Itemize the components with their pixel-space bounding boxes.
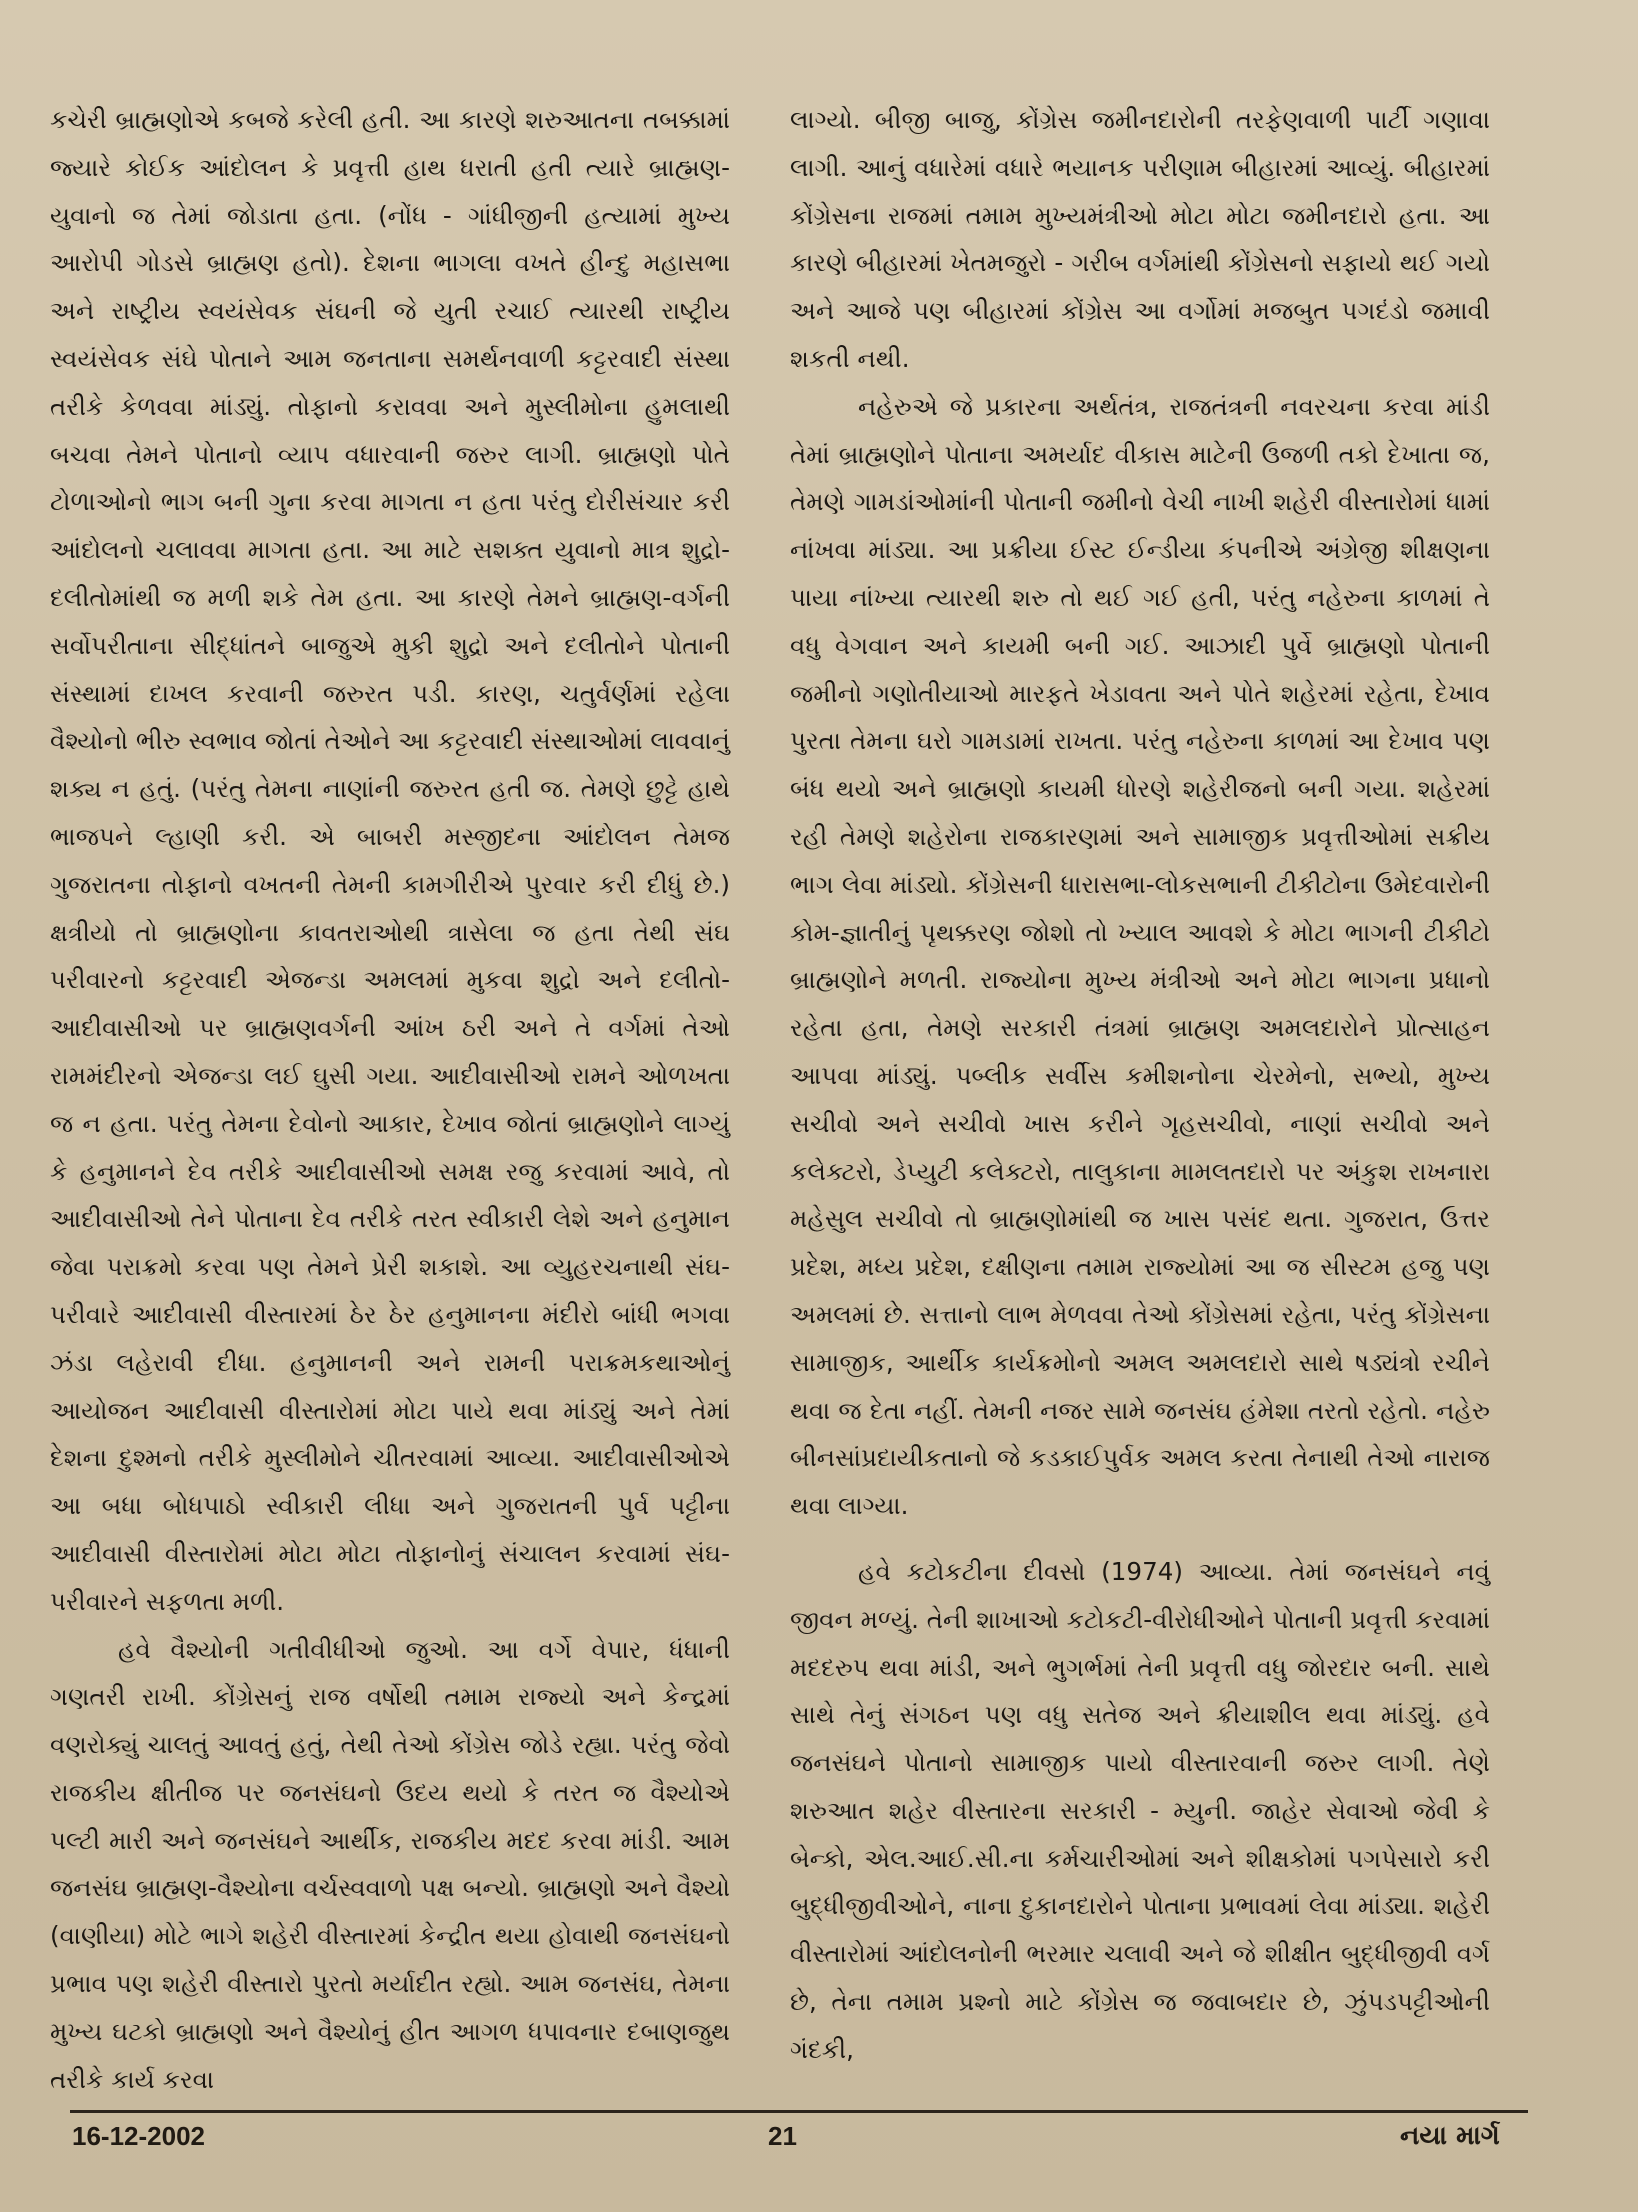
right-paragraph-3: હવે કટોકટીના દીવસો (1974) આવ્યા. તેમાં જનસંઘને નવું જીવન મળ્યું. તેની શાખાઓ કટોકટી-વીરોધીઓને પોતાની પ્રવૃત્તી કરવામાં મદદરુપ થવા માંડી, અને ભુગર્ભમાં તેની પ્રવૃત્તી વધુ જોરદાર બની. સાથે સાથે તેનું સંગઠન પણ વધુ સતેજ અને ક્રીયાશીલ થવા માંડ્યું. હવે જનસંઘને પોતાનો સામાજીક પાયો વીસ્તારવાની જરુર લાગી. તેણે શરુઆત શહેર વીસ્તારના સરકારી - મ્યુની. જાહેર સેવાઓ જેવી કે બેન્કો, એલ.આઈ.સી.ના કર્મચારીઓમાં અને શીક્ષકોમાં પગપેસારો કરી બુદ્ધીજીવીઓને, નાના દુકાનદારોને પોતાના પ્રભાવમાં લેવા માંડ્યા. શહેરી વીસ્તારોમાં આંદોલનોની ભરમાર ચલાવી અને જે શીક્ષીત બુદ્ધીજીવી વર્ગ છે, તેના તમામ પ્રશ્નો માટે કોંગ્રેસ જ જવાબદાર છે, ઝુંપડપટ્ટીઓની ગંદકી,	[790, 1556, 1490, 2064]
right-column	[790, 96, 1490, 2074]
right-paragraph-2: નહેરુએ જે પ્રકારના અર્થતંત્ર, રાજતંત્રની નવરચના કરવા માંડી તેમાં બ્રાહ્મણોને પોતાના અમર્યાદ વીકાસ માટેની ઉજળી તકો દેખાતા જ, તેમણે ગામડાંઓમાંની પોતાની જમીનો વેચી નાખી શહેરી વીસ્તારોમાં ધામાં નાંખવા માંડ્યા. આ પ્રક્રીયા ઈસ્ટ ઈન્ડીયા કંપનીએ અંગ્રેજી શીક્ષણના પાયા નાંખ્યા ત્યારથી શરુ તો થઈ ગઈ હતી, પરંતુ નહેરુના કાળમાં તે વધુ વેગવાન અને કાયમી બની ગઈ. આઝાદી પુર્વે બ્રાહ્મણો પોતાની જમીનો ગણોતીયાઓ મારફતે ખેડાવતા અને પોતે શહેરમાં રહેતા, દેખાવ પુરતા તેમના ઘરો ગામડામાં રાખતા. પરંતુ નહેરુના કાળમાં આ દેખાવ પણ બંધ થયો અને બ્રાહ્મણો કાયમી ધોરણે શહેરીજનો બની ગયા. શહેરમાં રહી તેમણે શહેરોના રાજકારણમાં અને સામાજીક પ્રવૃત્તીઓમાં સક્રીય ભાગ લેવા માંડ્યો. કોંગ્રેસની ધારાસભા-લોકસભાની ટીકીટોના ઉમેદવારોની કોમ-જ્ઞાતીનું પૃથક્કરણ જોશો તો ખ્યાલ આવશે કે મોટા ભાગની ટીકીટો બ્રાહ્મણોને મળતી. રાજ્યોના મુખ્ય મંત્રીઓ અને મોટા ભાગના પ્રધાનો રહેતા હતા, તેમણે સરકારી તંત્રમાં બ્રાહ્મણ અમલદારોને પ્રોત્સાહન આપવા માંડ્યું. પબ્લીક સર્વીસ કમીશનોના ચેરમેનો, સભ્યો, મુખ્ય સચીવો અને સચીવો ખાસ કરીને ગૃહસચીવો, નાણાં સચીવો અને કલેક્ટરો, ડેપ્યુટી કલેક્ટરો, તાલુકાના મામલતદારો પર અંકુશ રાખનારા મહેસુલ સચીવો તો બ્રાહ્મણોમાંથી જ ખાસ પસંદ થતા. ગુજરાત, ઉત્તર પ્રદેશ, મધ્ય પ્રદેશ, દક્ષીણના તમામ રાજ્યોમાં આ જ સીસ્ટમ હજુ પણ અમલમાં છે. સત્તાનો લાભ મેળવવા તેઓ કોંગ્રેસમાં રહેતા, પરંતુ કોંગ્રેસના સામાજીક, આર્થીક કાર્યક્રમોનો અમલ અમલદારો સાથે ષડ્યંત્રો રચીને થવા જ દેતા નહીં. તેમની નજર સામે જનસંઘ હંમેશા તરતો રહેતો. નહેરુ બીનસાંપ્રદાયીકતાનો જે કડકાઈપુર્વક અમલ કરતા તેનાથી તેઓ નારાજ થવા લાગ્યા.	[790, 391, 1490, 1521]
left-column	[50, 96, 730, 2103]
footer-divider	[70, 2110, 1528, 2113]
left-paragraph-1: કચેરી બ્રાહ્મણોએ કબજે કરેલી હતી. આ કારણે શરુઆતના તબક્કામાં જ્યારે કોઈક આંદોલન કે પ્રવૃત્તી હાથ ધરાતી હતી ત્યારે બ્રાહ્મણ-યુવાનો જ તેમાં જોડાતા હતા. (નોંધ - ગાંધીજીની હત્યામાં મુખ્ય આરોપી ગોડસે બ્રાહ્મણ હતો). દેશના ભાગલા વખતે હીન્દુ મહાસભા અને રાષ્ટ્રીય સ્વયંસેવક સંઘની જે યુતી રચાઈ ત્યારથી રાષ્ટ્રીય સ્વયંસેવક સંઘે પોતાને આમ જનતાના સમર્થનવાળી કટ્ટરવાદી સંસ્થા તરીકે કેળવવા માંડ્યું. તોફાનો કરાવવા અને મુસ્લીમોના હુમલાથી બચવા તેમને પોતાનો વ્યાપ વધારવાની જરુર લાગી. બ્રાહ્મણો પોતે ટોળાઓનો ભાગ બની ગુના કરવા માગતા ન હતા પરંતુ દોરીસંચાર કરી આંદોલનો ચલાવવા માગતા હતા. આ માટે સશક્ત યુવાનો માત્ર શુદ્રો-દલીતોમાંથી જ મળી શકે તેમ હતા. આ કારણે તેમને બ્રાહ્મણ-વર્ગની સર્વોપરીતાના સીદ્ધાંતને બાજુએ મુકી શુદ્રો અને દલીતોને પોતાની સંસ્થામાં દાખલ કરવાની જરુરત પડી. કારણ, ચતુર્વર્ણમાં રહેલા વૈશ્યોનો ભીરુ સ્વભાવ જોતાં તેઓને આ કટ્ટરવાદી સંસ્થાઓમાં લાવવાનું શક્ય ન હતું. (પરંતુ તેમના નાણાંની જરુરત હતી જ. તેમણે છુટ્ટે હાથે ભાજપને લ્હાણી કરી. એ બાબરી મસ્જીદના આંદોલન તેમજ ગુજરાતના તોફાનો વખતની તેમની કામગીરીએ પુરવાર કરી દીધું છે.) ક્ષત્રીયો તો બ્રાહ્મણોના કાવતરાઓથી ત્રાસેલા જ હતા તેથી સંઘ પરીવારનો કટ્ટરવાદી એજન્ડા અમલમાં મુકવા શુદ્રો અને દલીતો-આદીવાસીઓ પર બ્રાહ્મણવર્ગની આંખ ઠરી અને તે વર્ગમાં તેઓ રામમંદીરનો એજન્ડા લઈ ઘુસી ગયા. આદીવાસીઓ રામને ઓળખતા જ ન હતા. પરંતુ તેમના દેવોનો આકાર, દેખાવ જોતાં બ્રાહ્મણોને લાગ્યું કે હનુમાનને દેવ તરીકે આદીવાસીઓ સમક્ષ રજુ કરવામાં આવે, તો આદીવાસીઓ તેને પોતાના દેવ તરીકે તરત સ્વીકારી લેશે અને હનુમાન જેવા પરાક્રમો કરવા પણ તેમને પ્રેરી શકાશે. આ વ્યુહરચનાથી સંઘ-પરીવારે આદીવાસી વીસ્તારમાં ઠેર ઠેર હનુમાનના મંદીરો બાંધી ભગવા ઝંડા લહેરાવી દીધા. હનુમાનની અને રામની પરાક્રમકથાઓનું આયોજન આદીવાસી વીસ્તારોમાં મોટા પાયે થવા માંડ્યું અને તેમાં દેશના દુશ્મનો તરીકે મુસ્લીમોને ચીતરવામાં આવ્યા. આદીવાસીઓએ આ બધા બોધપાઠો સ્વીકારી લીધા અને ગુજરાતની પુર્વ પટ્ટીના આદીવાસી વીસ્તારોમાં મોટા મોટા તોફાનોનું સંચાલન કરવામાં સંઘ-પરીવારને સફળતા મળી.	[50, 105, 730, 1616]
right-paragraph-1: લાગ્યો. બીજી બાજુ, કોંગ્રેસ જમીનદારોની તરફેણવાળી પાર્ટી ગણાવા લાગી. આનું વધારેમાં વધારે ભયાનક પરીણામ બીહારમાં આવ્યું. બીહારમાં કોંગ્રેસના રાજમાં તમામ મુખ્યમંત્રીઓ મોટા મોટા જમીનદારો હતા. આ કારણે બીહારમાં ખેતમજુરો - ગરીબ વર્ગમાંથી કોંગ્રેસનો સફાયો થઈ ગયો અને આજે પણ બીહારમાં કોંગ્રેસ આ વર્ગોમાં મજબુત પગદંડો જમાવી શકતી નથી.	[790, 105, 1490, 373]
publication-name: નયા માર્ગ	[1400, 2121, 1500, 2151]
left-paragraph-2: હવે વૈશ્યોની ગતીવીધીઓ જુઓ. આ વર્ગે વેપાર, ધંધાની ગણતરી રાખી. કોંગ્રેસનું રાજ વર્ષોથી તમામ રાજ્યો અને કેન્દ્રમાં વણરોક્યું ચાલતું આવતું હતું, તેથી તેઓ કોંગ્રેસ જોડે રહ્યા. પરંતુ જેવો રાજકીય ક્ષીતીજ પર જનસંઘનો ઉદય થયો કે તરત જ વૈશ્યોએ પલ્ટી મારી અને જનસંઘને આર્થીક, રાજકીય મદદ કરવા માંડી. આમ જનસંઘ બ્રાહ્મણ-વૈશ્યોના વર્ચસ્વવાળો પક્ષ બન્યો. બ્રાહ્મણો અને વૈશ્યો (વાણીયા) મોટે ભાગે શહેરી વીસ્તારમાં કેન્દ્રીત થયા હોવાથી જનસંઘનો પ્રભાવ પણ શહેરી વીસ્તારો પુરતો મર્યાદીત રહ્યો. આમ જનસંઘ, તેમના મુખ્ય ઘટકો બ્રાહ્મણો અને વૈશ્યોનું હીત આગળ ધપાવનાર દબાણજુથ તરીકે કાર્ય કરવા	[50, 1634, 730, 2094]
footer-date: 16-12-2002	[72, 2121, 205, 2151]
page-number: 21	[768, 2121, 797, 2151]
